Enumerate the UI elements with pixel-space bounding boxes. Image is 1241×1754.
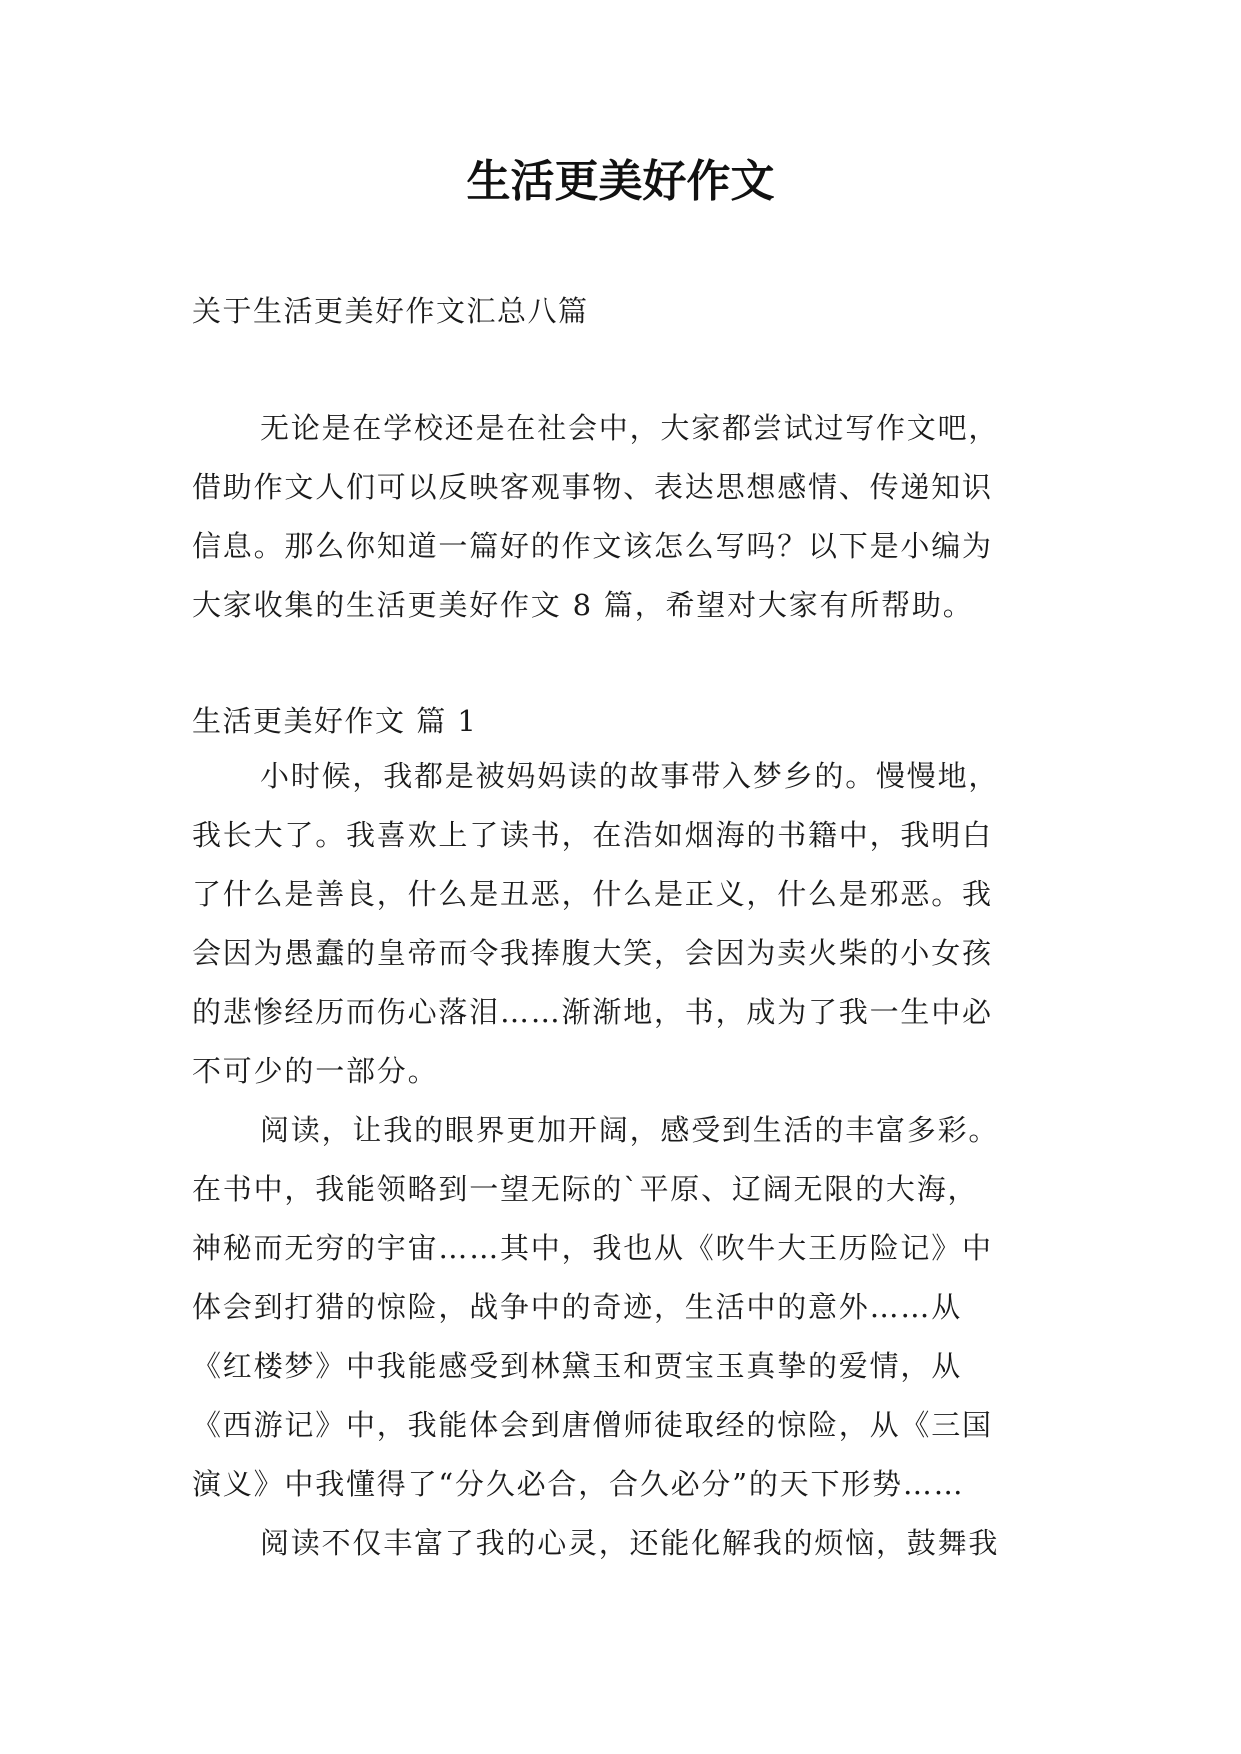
paragraph-line: 会因为愚蠢的皇帝而令我捧腹大笑，会因为卖火柴的小女孩 — [192, 936, 993, 970]
intro-line: 无论是在学校还是在社会中，大家都尝试过写作文吧， — [260, 411, 1000, 445]
intro-line: 借助作文人们可以反映客观事物、表达思想感情、传递知识 — [192, 470, 993, 504]
intro-line: 信息。那么你知道一篇好的作文该怎么写吗？以下是小编为 — [192, 529, 993, 563]
paragraph-line: 了什么是善良，什么是丑恶，什么是正义，什么是邪恶。我 — [192, 877, 993, 911]
paragraph-line: 《红楼梦》中我能感受到林黛玉和贾宝玉真挚的爱情，从 — [192, 1349, 963, 1383]
paragraph-line: 我长大了。我喜欢上了读书，在浩如烟海的书籍中，我明白 — [192, 818, 993, 852]
paragraph-line: 不可少的一部分。 — [192, 1054, 439, 1088]
intro-paragraph — [192, 408, 1072, 644]
intro-line: 大家收集的生活更美好作文 8 篇，希望对大家有所帮助。 — [192, 588, 974, 622]
paragraph-line: 《西游记》中，我能体会到唐僧师徒取经的惊险，从《三国 — [192, 1408, 993, 1442]
document-subtitle: 关于生活更美好作文汇总八篇 — [192, 294, 589, 328]
paragraph-line: 小时候，我都是被妈妈读的故事带入梦乡的。慢慢地， — [260, 759, 1000, 793]
essay-body — [192, 756, 1072, 1582]
paragraph-line: 体会到打猎的惊险，战争中的奇迹，生活中的意外……从 — [192, 1290, 963, 1324]
paragraph-line: 神秘而无穷的宇宙……其中，我也从《吹牛大王历险记》中 — [192, 1231, 993, 1265]
paragraph-line: 演义》中我懂得了“分久必合，合久必分”的天下形势…… — [192, 1467, 965, 1501]
essay-heading: 生活更美好作文 篇 1 — [192, 704, 478, 738]
paragraph-line: 在书中，我能领略到一望无际的`平原、辽阔无限的大海， — [192, 1172, 979, 1206]
paragraph-line: 阅读不仅丰富了我的心灵，还能化解我的烦恼，鼓舞我 — [260, 1526, 1000, 1560]
paragraph-line: 阅读，让我的眼界更加开阔，感受到生活的丰富多彩。 — [260, 1113, 1000, 1147]
paragraph-line: 的悲惨经历而伤心落泪……渐渐地，书，成为了我一生中必 — [192, 995, 993, 1029]
document-title: 生活更美好作文 — [466, 156, 775, 207]
